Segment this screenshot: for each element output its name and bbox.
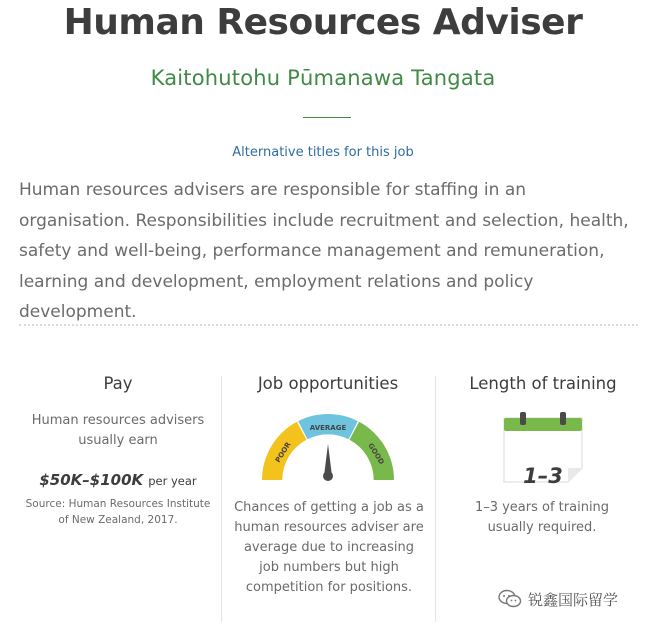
gauge-label-good: GOOD	[366, 441, 386, 466]
job-description: Human resources advisers are responsible for staffing in an organisation. Responsibilities include recruitment and selection, health, safety and well-being, performance management and remuneration, learning and development, employment relations and policy development.	[19, 180, 629, 322]
title-underline	[303, 117, 351, 118]
training-heading: Length of training	[469, 374, 617, 393]
pay-amount	[18, 470, 218, 489]
pay-intro: Human resources advisers usually earn	[31, 413, 205, 448]
gauge-label-poor: POOR	[273, 440, 293, 465]
wechat-icon	[498, 589, 522, 609]
training-text: 1–3 years of training usually required.	[474, 500, 610, 535]
pay-heading: Pay	[103, 374, 133, 393]
job-opportunities-heading: Job opportunities	[257, 374, 399, 393]
pay-period: per year	[148, 474, 197, 488]
pay-source: Source: Human Resources Institute of New Zealand, 2017.	[25, 498, 211, 526]
pay-range: $50K–$100K	[39, 471, 144, 489]
calendar-duration: 1–3	[523, 464, 563, 488]
column-divider-1	[221, 376, 222, 622]
section-divider	[19, 324, 638, 326]
page-title: Human Resources Adviser	[63, 2, 583, 43]
alternative-titles-link[interactable]: Alternative titles for this job	[232, 145, 414, 160]
watermark-text: 锐鑫国际留学	[528, 590, 619, 609]
opportunity-gauge	[258, 410, 398, 482]
watermark	[498, 586, 618, 612]
job-opportunities-text: Chances of getting a job as a human resources adviser are average due to increasing job numbers but high competition for positions.	[234, 500, 424, 595]
maori-subtitle: Kaitohutohu Pūmanawa Tangata	[150, 66, 496, 90]
gauge-label-average: AVERAGE	[309, 424, 347, 432]
column-divider-2	[435, 376, 436, 622]
gauge-needle-hub	[323, 471, 333, 481]
